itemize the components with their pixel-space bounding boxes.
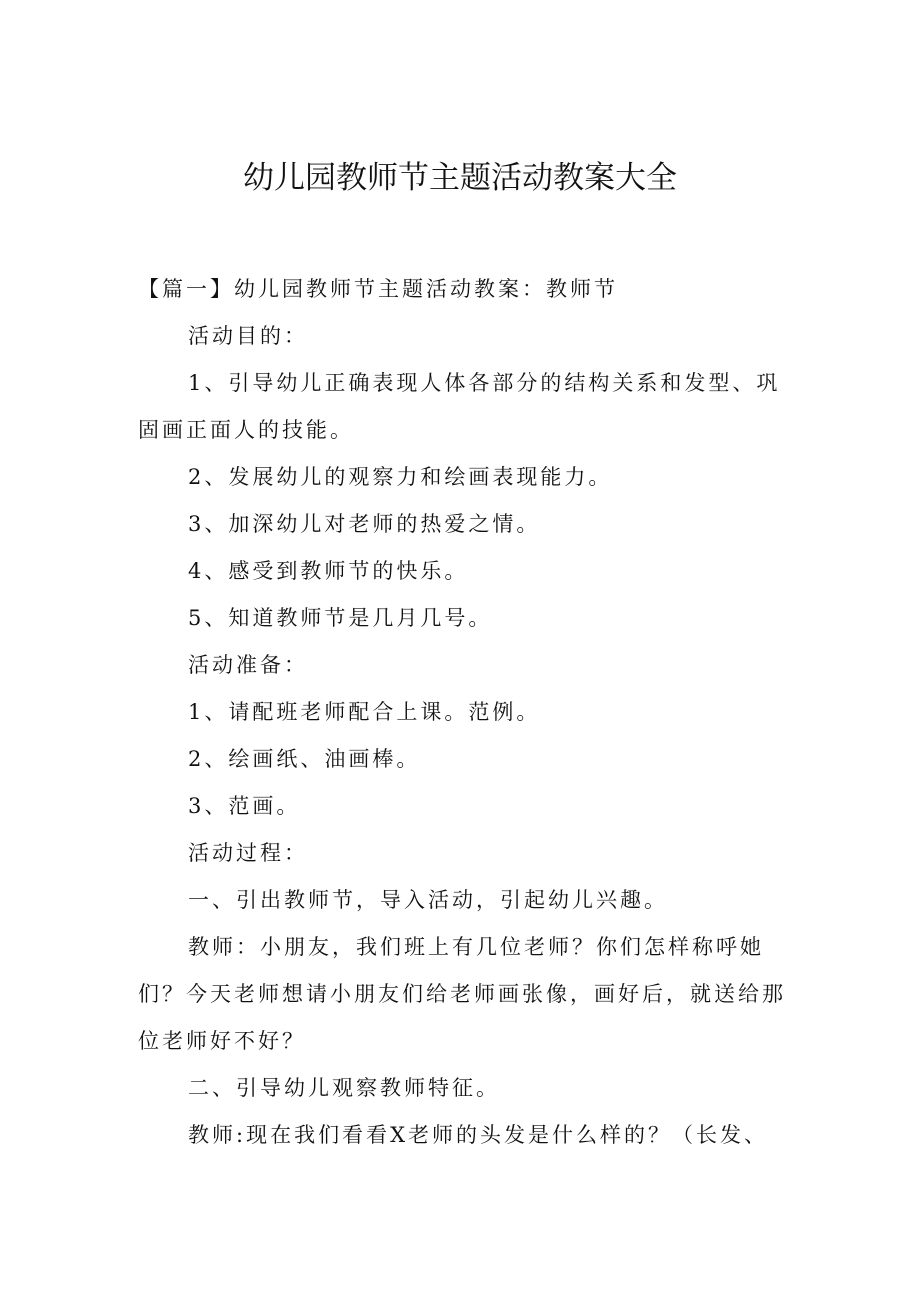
paragraph: 1、请配班老师配合上课。范例。 <box>188 700 541 724</box>
paragraph: 3、范画。 <box>188 794 301 818</box>
paragraph: 1、引导幼儿正确表现人体各部分的结构关系和发型、巩固画正面人的技能。 <box>138 371 781 442</box>
paragraph: 一、引出教师节，导入活动，引起幼儿兴趣。 <box>188 888 668 912</box>
paragraph: 3、加深幼儿对老师的热爱之情。 <box>188 512 541 536</box>
paragraph: 教师:现在我们看看X老师的头发是什么样的？（长发、 <box>188 1123 769 1147</box>
paragraph: 教师：小朋友，我们班上有几位老师？你们怎样称呼她们？今天老师想请小朋友们给老师画张像，画好后，就送给那位老师好不好？ <box>138 935 786 1053</box>
document-title: 幼儿园教师节主题活动教案大全 <box>243 160 677 196</box>
paragraph: 5、知道教师节是几月几号。 <box>188 606 493 630</box>
paragraph: 4、感受到教师节的快乐。 <box>188 559 469 583</box>
paragraph: 2、发展幼儿的观察力和绘画表现能力。 <box>188 465 613 489</box>
paragraph: 活动准备： <box>188 653 308 677</box>
section-heading: 【篇一】幼儿园教师节主题活动教案：教师节 <box>138 277 618 301</box>
paragraph: 活动过程： <box>188 841 308 865</box>
paragraph: 二、引导幼儿观察教师特征。 <box>188 1076 500 1100</box>
paragraph: 2、绘画纸、油画棒。 <box>188 747 421 771</box>
document-body <box>138 266 788 1159</box>
paragraph: 活动目的： <box>188 324 308 348</box>
